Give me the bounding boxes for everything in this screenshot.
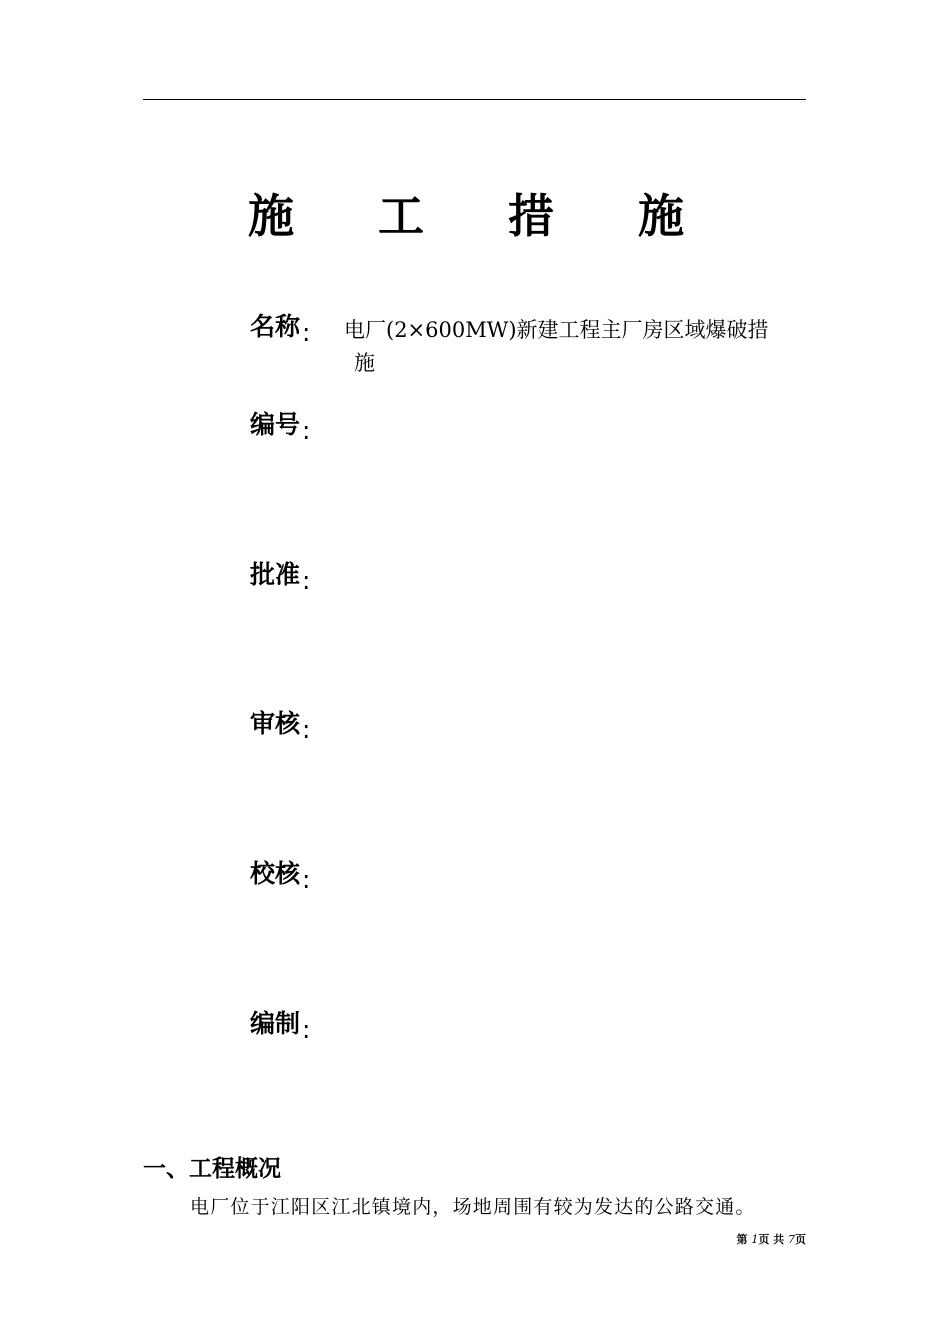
field-name-value-line2: 施 [354, 351, 375, 375]
field-check-colon: : [302, 865, 311, 894]
field-number-label: 编号 [250, 410, 301, 439]
field-review-label-row [250, 709, 311, 744]
section-heading-overview: 一、工程概况 [143, 1156, 281, 1182]
field-compile-label: 编制 [250, 1009, 301, 1038]
field-name-label: 名称 [250, 312, 301, 341]
footer-prefix: 第 [736, 1233, 748, 1246]
document-title: 施 工 措 施 [247, 189, 719, 243]
field-review-colon: : [302, 715, 311, 744]
section-body-overview: 电厂位于江阳区江北镇境内，场地周围有较为发达的公路交通。 [190, 1196, 756, 1218]
field-compile-colon: : [302, 1015, 311, 1044]
footer-suffix: 页 [795, 1233, 806, 1246]
field-check-label: 校核 [250, 859, 301, 888]
field-review-label: 审核 [250, 709, 301, 738]
footer-middle: 页 共 [758, 1233, 785, 1246]
field-name-colon: : [302, 318, 311, 347]
page-footer [736, 1233, 806, 1247]
field-approve-label: 批准 [250, 560, 301, 589]
field-number-label-row [250, 410, 311, 445]
field-compile-label-row [250, 1009, 311, 1044]
field-check-label-row [250, 859, 311, 894]
field-name-label-row [250, 312, 311, 347]
field-number-colon: : [302, 416, 311, 445]
field-name-value-line1: 电厂(2×600MW)新建工程主厂房区域爆破措 [344, 318, 769, 342]
header-rule [143, 99, 806, 100]
footer-total-pages: 7 [788, 1233, 795, 1246]
footer-page-number: 1 [751, 1233, 759, 1246]
field-name-value [344, 314, 814, 380]
field-approve-label-row [250, 560, 311, 595]
field-approve-colon: : [302, 566, 311, 595]
